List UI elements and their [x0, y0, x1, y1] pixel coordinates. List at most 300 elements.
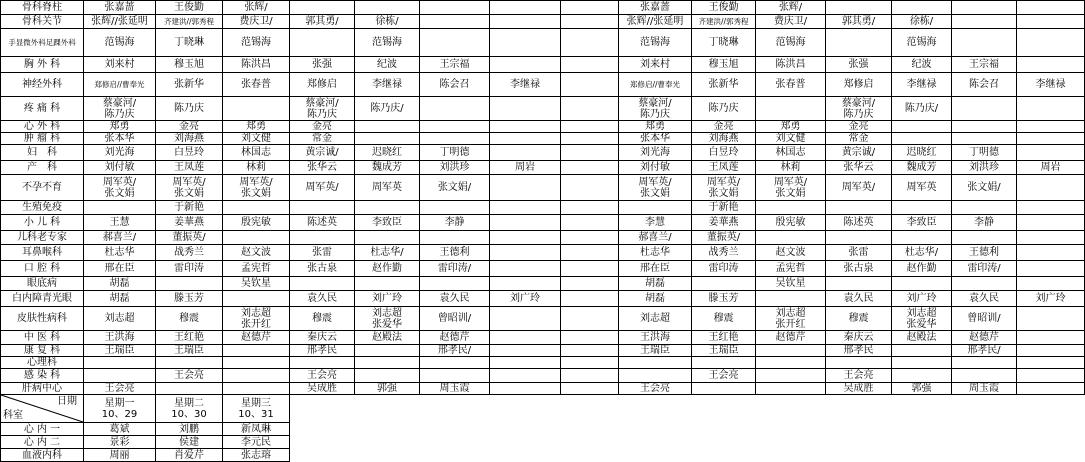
- doctor-cell: [756, 331, 826, 345]
- doctor-name: 袁久民: [439, 293, 470, 304]
- doctor-name: 吴成胜: [307, 383, 337, 394]
- doctor-name: 费庆卫/: [773, 16, 808, 27]
- doctor-cell: [290, 145, 355, 161]
- doctor-cell: [84, 15, 156, 29]
- doctor-cell: [84, 307, 156, 331]
- doctor-name: 刘广玲: [1035, 293, 1066, 304]
- doctor-cell: [420, 145, 490, 161]
- doctor-cell: [892, 307, 952, 331]
- doctor-cell: [692, 133, 756, 145]
- doctor-cell: [355, 201, 420, 215]
- doctor-name: 周军英/ 张文娟: [102, 176, 137, 199]
- doctor-cell: [826, 307, 892, 331]
- doctor-cell: [223, 97, 290, 121]
- doctor-name: 赵作勤: [906, 263, 937, 274]
- doctor-cell: [561, 15, 619, 29]
- dept-cell: 肿 瘤 科: [1, 133, 84, 145]
- doctor-name: 袁久民: [843, 293, 874, 304]
- doctor-cell: [561, 357, 619, 369]
- doctor-cell: [892, 97, 952, 121]
- empty-cell: [490, 436, 561, 449]
- doctor-cell: [952, 1, 1017, 15]
- doctor-name: 王俊勤: [708, 2, 739, 13]
- doctor-cell: [619, 121, 692, 133]
- doctor-cell: [490, 245, 561, 261]
- doctor-cell: [826, 29, 892, 57]
- doctor-cell: [290, 277, 355, 291]
- doctor-cell: [1017, 231, 1085, 245]
- doctor-name: 胡磊: [109, 293, 130, 304]
- doctor-name: 王德利: [439, 247, 470, 258]
- dept-cell: 疼 痛 科: [1, 97, 84, 121]
- doctor-name: 迟晓红: [372, 147, 402, 158]
- doctor-cell: [290, 15, 355, 29]
- doctor-cell: [692, 357, 756, 369]
- empty-cell: [692, 449, 756, 462]
- doctor-cell: [490, 231, 561, 245]
- duty-day-header: [156, 395, 223, 423]
- dept-cell: 神经外科: [1, 73, 84, 97]
- doctor-cell: [1017, 383, 1085, 395]
- doctor-cell: [1017, 201, 1085, 215]
- doctor-cell: [619, 357, 692, 369]
- schedule-row: [1, 345, 1085, 357]
- doctor-name: 蔡豪河/ 陈乃庆: [638, 97, 672, 120]
- empty-cell: [290, 395, 355, 423]
- doctor-cell: [826, 231, 892, 245]
- empty-cell: [619, 436, 692, 449]
- doctor-cell: [619, 73, 692, 97]
- doctor-name: 王会亮: [843, 370, 874, 381]
- doctor-cell: [223, 277, 290, 291]
- doctor-name: 张强: [848, 59, 869, 70]
- doctor-cell: [420, 291, 490, 307]
- doctor-cell: [892, 145, 952, 161]
- duty-date: 10、29: [101, 408, 138, 420]
- doctor-name: 范锡海: [775, 37, 806, 48]
- doctor-cell: [84, 369, 156, 383]
- doctor-cell: [223, 215, 290, 231]
- doctor-cell: [420, 277, 490, 291]
- doctor-cell: [826, 175, 892, 201]
- doctor-cell: [290, 175, 355, 201]
- doctor-name: 王会亮: [307, 370, 337, 381]
- doctor-name: 丁明德: [439, 147, 470, 158]
- dept-cell: 生殖免疫: [1, 201, 84, 215]
- doctor-name: 张辉/: [244, 2, 268, 13]
- empty-cell: [952, 395, 1017, 423]
- doctor-cell: 侯建: [156, 436, 223, 449]
- doctor-name: 曾昭训/: [967, 313, 1001, 324]
- doctor-cell: 张志瑢: [223, 449, 290, 462]
- doctor-cell: [892, 133, 952, 145]
- doctor-cell: [355, 291, 420, 307]
- duty-row: [1, 449, 1085, 462]
- doctor-cell: [223, 29, 290, 57]
- doctor-name: 袁久民: [307, 293, 337, 304]
- doctor-cell: [355, 307, 420, 331]
- doctor-cell: [892, 201, 952, 215]
- doctor-cell: 刘鹏: [156, 423, 223, 436]
- doctor-cell: [561, 277, 619, 291]
- doctor-name: 郭强: [377, 383, 397, 394]
- doctor-cell: [156, 245, 223, 261]
- doctor-cell: [490, 201, 561, 215]
- doctor-name: 周军英/ 张文娟: [773, 176, 808, 199]
- doctor-name: 齐建洪//郭秀程: [163, 16, 215, 26]
- schedule-row: [1, 291, 1085, 307]
- doctor-cell: [84, 357, 156, 369]
- empty-cell: [490, 449, 561, 462]
- doctor-cell: [619, 161, 692, 175]
- schedule-row: [1, 231, 1085, 245]
- doctor-cell: [223, 57, 290, 73]
- doctor-cell: [156, 345, 223, 357]
- doctor-cell: [561, 331, 619, 345]
- doctor-cell: [756, 345, 826, 357]
- empty-cell: [420, 436, 490, 449]
- doctor-cell: [1017, 215, 1085, 231]
- dept-cell: 骨科关节: [1, 15, 84, 29]
- doctor-cell: [290, 331, 355, 345]
- doctor-name: 张春普: [241, 79, 271, 90]
- empty-cell: [952, 449, 1017, 462]
- doctor-name: 黄宗诚/: [305, 147, 339, 158]
- doctor-cell: [223, 231, 290, 245]
- doctor-cell: [826, 1, 892, 15]
- empty-cell: [756, 395, 826, 423]
- doctor-cell: [692, 73, 756, 97]
- doctor-cell: [619, 345, 692, 357]
- schedule-row: [1, 175, 1085, 201]
- doctor-cell: [756, 133, 826, 145]
- doctor-cell: [619, 245, 692, 261]
- doctor-cell: [156, 201, 223, 215]
- doctor-cell: 周丽: [84, 449, 156, 462]
- doctor-cell: [952, 291, 1017, 307]
- doctor-cell: [84, 261, 156, 277]
- dept-cell: 不孕不育: [1, 175, 84, 201]
- doctor-cell: [290, 383, 355, 395]
- doctor-cell: [892, 29, 952, 57]
- doctor-cell: [1017, 15, 1085, 29]
- doctor-cell: [756, 161, 826, 175]
- doctor-cell: [156, 369, 223, 383]
- doctor-name: 刘志超: [104, 313, 135, 324]
- doctor-name: 费庆卫/: [239, 16, 273, 27]
- doctor-cell: [692, 383, 756, 395]
- doctor-name: 刘付敏: [104, 162, 135, 173]
- doctor-name: 金亮: [312, 121, 332, 132]
- doctor-cell: [420, 345, 490, 357]
- doctor-cell: [223, 73, 290, 97]
- doctor-cell: [692, 15, 756, 29]
- doctor-name: 郑勇: [109, 121, 130, 132]
- doctor-cell: [952, 121, 1017, 133]
- doctor-name: 周军英/ 张文娟: [172, 176, 206, 199]
- dept-cell: 白内障青光眼: [1, 291, 84, 307]
- doctor-name: 张辉//张延明: [626, 16, 684, 27]
- doctor-name: 周玉霞: [969, 383, 999, 394]
- doctor-cell: [420, 369, 490, 383]
- dept-cell: 产 科: [1, 161, 84, 175]
- dept-label: 科室: [3, 410, 23, 421]
- doctor-cell: [223, 345, 290, 357]
- doctor-cell: [355, 73, 420, 97]
- doctor-cell: [826, 145, 892, 161]
- doctor-name: 陈洪昌: [241, 59, 271, 70]
- doctor-cell: [561, 145, 619, 161]
- doctor-cell: [355, 133, 420, 145]
- doctor-cell: [156, 145, 223, 161]
- doctor-name: 周军英: [372, 182, 402, 193]
- doctor-name: 郝喜兰/: [102, 232, 137, 243]
- schedule-row: [1, 201, 1085, 215]
- doctor-cell: [952, 175, 1017, 201]
- doctor-cell: [355, 121, 420, 133]
- empty-cell: [490, 423, 561, 436]
- doctor-cell: [1017, 291, 1085, 307]
- doctor-name: 穆玉旭: [708, 59, 739, 70]
- doctor-cell: [290, 357, 355, 369]
- doctor-name: 林莉: [246, 162, 266, 173]
- duty-row: [1, 423, 1085, 436]
- doctor-name: 战秀兰: [174, 247, 204, 258]
- doctor-cell: [952, 201, 1017, 215]
- doctor-name: 秦庆云: [307, 332, 337, 343]
- doctor-cell: [1017, 331, 1085, 345]
- doctor-cell: [420, 383, 490, 395]
- doctor-cell: [1017, 133, 1085, 145]
- doctor-name: 赵德芹: [775, 332, 806, 343]
- empty-cell: [290, 449, 355, 462]
- doctor-cell: [826, 161, 892, 175]
- doctor-name: 陈述英: [307, 217, 337, 228]
- doctor-cell: [952, 357, 1017, 369]
- doctor-cell: [692, 277, 756, 291]
- doctor-cell: [290, 201, 355, 215]
- doctor-name: 张新华: [708, 79, 739, 90]
- empty-cell: [561, 449, 619, 462]
- doctor-name: 郑修启: [307, 79, 337, 90]
- doctor-cell: [1017, 357, 1085, 369]
- doctor-cell: [156, 307, 223, 331]
- schedule-row: [1, 277, 1085, 291]
- doctor-cell: [490, 161, 561, 175]
- doctor-cell: [826, 15, 892, 29]
- schedule-row: [1, 133, 1085, 145]
- doctor-name: 张华云: [307, 162, 337, 173]
- doctor-name: 刘海燕: [174, 133, 204, 144]
- doctor-cell: [1017, 277, 1085, 291]
- doctor-cell: [1017, 121, 1085, 133]
- doctor-name: 李致臣: [906, 217, 937, 228]
- doctor-name: 陈乃庆: [174, 103, 204, 114]
- doctor-cell: [952, 383, 1017, 395]
- doctor-name: 王凤莲: [708, 162, 739, 173]
- doctor-name: 周岩: [515, 162, 535, 173]
- empty-cell: [952, 423, 1017, 436]
- doctor-name: 张辉/: [778, 2, 803, 13]
- doctor-cell: [84, 345, 156, 357]
- doctor-name: 李继禄: [1035, 79, 1066, 90]
- doctor-cell: [826, 215, 892, 231]
- schedule-row: [1, 121, 1085, 133]
- doctor-cell: [84, 175, 156, 201]
- doctor-cell: [892, 161, 952, 175]
- doctor-name: 殷宪敏: [241, 217, 271, 228]
- doctor-cell: [355, 57, 420, 73]
- doctor-cell: [826, 357, 892, 369]
- empty-cell: [826, 436, 892, 449]
- doctor-name: 范锡海: [241, 37, 271, 48]
- date-label: 日期: [57, 396, 77, 407]
- doctor-cell: [1017, 175, 1085, 201]
- doctor-cell: [156, 15, 223, 29]
- doctor-cell: [561, 245, 619, 261]
- doctor-name: 丁明德: [969, 147, 999, 158]
- doctor-cell: [952, 307, 1017, 331]
- doctor-cell: 新凤琳: [223, 423, 290, 436]
- doctor-name: 陈会召: [969, 79, 999, 90]
- dept-cell: 中 医 科: [1, 331, 84, 345]
- doctor-name: 王瑞臣: [640, 345, 670, 356]
- dept-cell: 皮肤性病科: [1, 307, 84, 331]
- doctor-name: 秦庆云: [843, 332, 874, 343]
- doctor-name: 王慧: [109, 217, 130, 228]
- doctor-cell: [692, 345, 756, 357]
- doctor-cell: [1017, 1, 1085, 15]
- doctor-name: 邢孝民/: [967, 345, 1001, 356]
- doctor-cell: [420, 245, 490, 261]
- dept-cell: 心 内 一: [1, 423, 84, 436]
- doctor-cell: [420, 73, 490, 97]
- doctor-cell: [84, 383, 156, 395]
- doctor-cell: [892, 261, 952, 277]
- doctor-cell: [156, 1, 223, 15]
- doctor-cell: [756, 307, 826, 331]
- empty-cell: [756, 436, 826, 449]
- doctor-cell: [420, 29, 490, 57]
- doctor-cell: [490, 57, 561, 73]
- doctor-cell: [826, 121, 892, 133]
- doctor-name: 刘志超 张爱华: [372, 307, 402, 330]
- empty-cell: [826, 449, 892, 462]
- empty-cell: [826, 395, 892, 423]
- doctor-cell: [826, 133, 892, 145]
- doctor-cell: [892, 215, 952, 231]
- doctor-name: 邢在臣: [640, 263, 670, 274]
- doctor-name: 穆震: [713, 313, 734, 324]
- doctor-cell: [290, 73, 355, 97]
- empty-cell: [892, 423, 952, 436]
- doctor-cell: [223, 261, 290, 277]
- doctor-name: 姜華燕: [708, 217, 739, 228]
- duty-row: [1, 436, 1085, 449]
- doctor-cell: [355, 145, 420, 161]
- doctor-name: 姜華燕: [174, 217, 204, 228]
- doctor-cell: [290, 231, 355, 245]
- empty-cell: [692, 395, 756, 423]
- doctor-cell: [619, 291, 692, 307]
- doctor-cell: [156, 231, 223, 245]
- doctor-cell: [355, 231, 420, 245]
- doctor-cell: [619, 97, 692, 121]
- doctor-name: 郭强: [911, 383, 932, 394]
- doctor-name: 齐建洪//郭秀程: [698, 16, 749, 26]
- doctor-cell: 葛斌: [84, 423, 156, 436]
- doctor-name: 陈述英: [843, 217, 874, 228]
- empty-cell: [692, 423, 756, 436]
- doctor-cell: 肖爱芹: [156, 449, 223, 462]
- doctor-cell: [756, 175, 826, 201]
- doctor-cell: [84, 331, 156, 345]
- doctor-name: 常金: [312, 133, 332, 144]
- doctor-cell: [290, 215, 355, 231]
- doctor-cell: [156, 277, 223, 291]
- doctor-cell: [1017, 369, 1085, 383]
- doctor-name: 滕玉芳: [174, 293, 204, 304]
- doctor-cell: [892, 291, 952, 307]
- doctor-cell: [892, 369, 952, 383]
- doctor-cell: [619, 307, 692, 331]
- dept-cell: 小 儿 科: [1, 215, 84, 231]
- doctor-name: 穆震: [312, 313, 332, 324]
- duty-header-row: [1, 395, 1085, 423]
- doctor-name: 雷印涛: [708, 263, 739, 274]
- doctor-cell: [892, 1, 952, 15]
- doctor-cell: [223, 1, 290, 15]
- doctor-cell: [223, 145, 290, 161]
- doctor-cell: [826, 277, 892, 291]
- doctor-cell: [490, 97, 561, 121]
- empty-cell: [355, 436, 420, 449]
- dept-cell: 心 外 科: [1, 121, 84, 133]
- empty-cell: [420, 449, 490, 462]
- doctor-cell: [84, 73, 156, 97]
- doctor-cell: [355, 277, 420, 291]
- doctor-cell: [692, 145, 756, 161]
- doctor-name: 刘志超 张开红: [241, 307, 271, 330]
- doctor-cell: [355, 369, 420, 383]
- dept-cell: 手显微外科足踝外科: [1, 29, 84, 57]
- doctor-cell: [355, 383, 420, 395]
- doctor-name: 周军英/: [305, 182, 339, 193]
- doctor-name: 周军英: [906, 182, 937, 193]
- doctor-name: 刘光海: [640, 147, 670, 158]
- doctor-name: 范锡海: [104, 37, 135, 48]
- doctor-name: 李继禄: [372, 79, 402, 90]
- doctor-cell: [826, 73, 892, 97]
- doctor-cell: [223, 161, 290, 175]
- doctor-cell: [355, 245, 420, 261]
- doctor-name: 范锡海: [640, 37, 670, 48]
- doctor-cell: [290, 291, 355, 307]
- doctor-cell: [561, 29, 619, 57]
- dept-cell: 眼底病: [1, 277, 84, 291]
- doctor-cell: [561, 57, 619, 73]
- doctor-cell: [826, 201, 892, 215]
- doctor-cell: [619, 369, 692, 383]
- doctor-name: 雷印涛: [174, 263, 204, 274]
- doctor-cell: [952, 97, 1017, 121]
- doctor-name: 陈洪昌: [775, 59, 806, 70]
- doctor-cell: [692, 215, 756, 231]
- doctor-cell: [952, 231, 1017, 245]
- doctor-cell: [952, 15, 1017, 29]
- doctor-cell: [952, 277, 1017, 291]
- schedule-row: [1, 245, 1085, 261]
